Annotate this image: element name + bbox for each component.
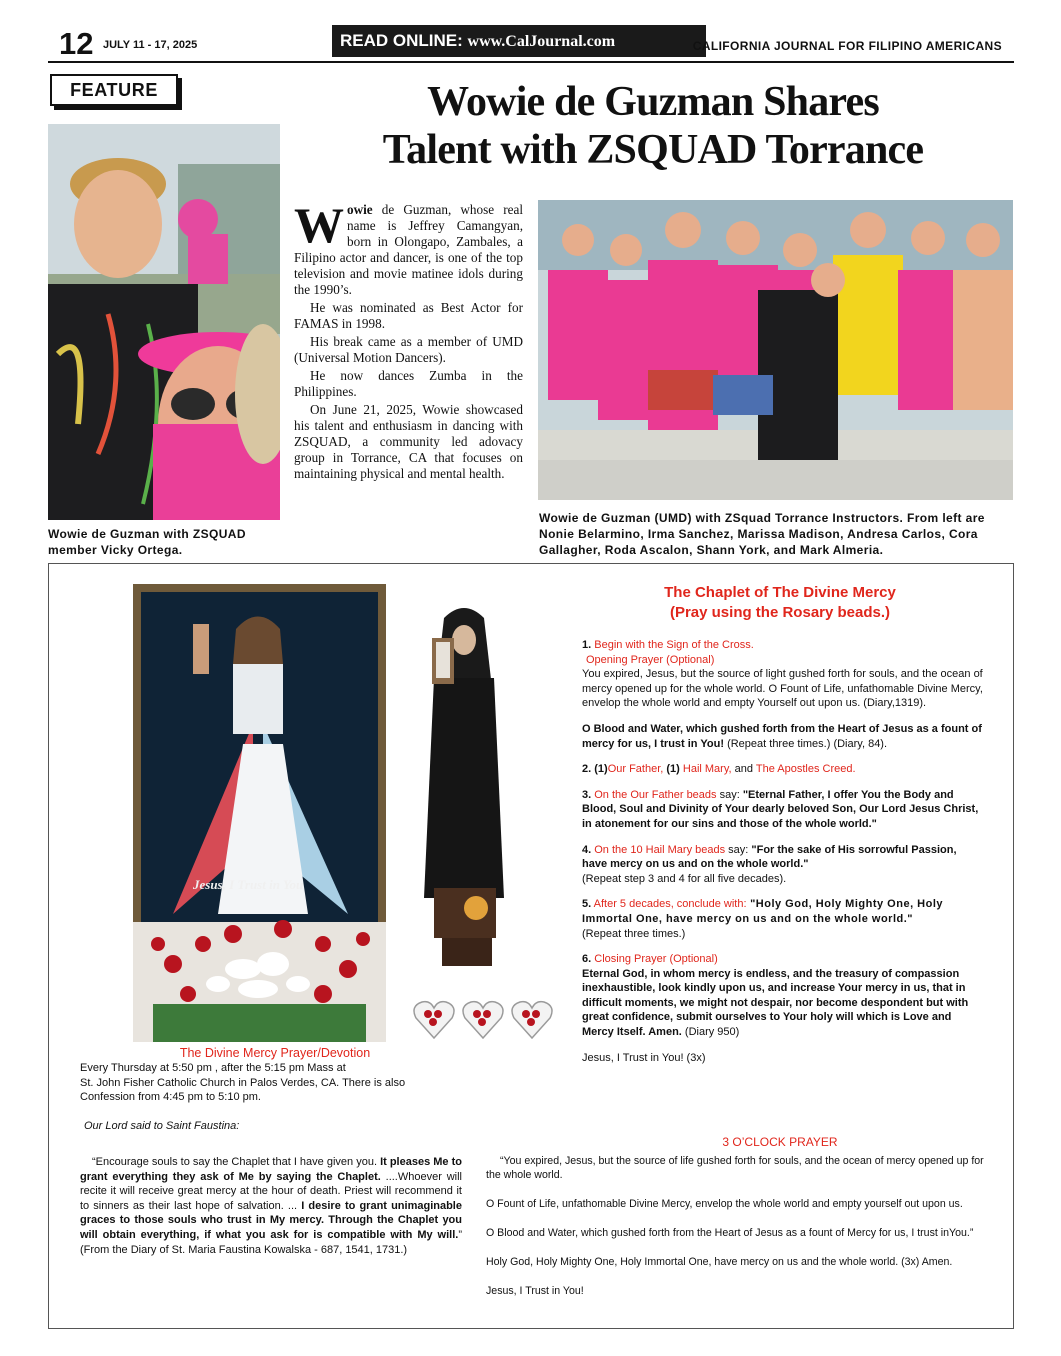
article-paragraph-2: He was nominated as Best Actor for FAMAS in 1998.: [294, 300, 523, 331]
quote-part-3: ....Whoever will recite it will receive great mercy at the hour of death. Priest will recommend it to sinners as their last hope of salvation. ...: [80, 1170, 462, 1212]
blood-water-note: (Repeat three times.) (Diary, 84).: [724, 737, 888, 750]
article-paragraph-3: His break came as a member of UMD (Universal Motion Dancers).: [294, 334, 523, 365]
three-oclock-p3: O Blood and Water, which gushed forth from the Heart of Jesus as a fount of Mercy for us, I trust inYou.”: [486, 1227, 974, 1239]
chaplet-title-line-1: The Chaplet of The Divine Mercy: [664, 584, 896, 601]
issue-date: JULY 11 - 17, 2025: [103, 39, 198, 51]
three-oclock-title: 3 O’CLOCK PRAYER: [722, 1135, 838, 1149]
read-online-url[interactable]: www.CalJournal.com: [467, 33, 616, 50]
article-paragraph-5: On June 21, 2025, Wowie showcased his talent and enthusiasm in dancing with ZSQUAD, a community led adovacy group in Torrance, CA that focuses on maintaining physical and mental health.: [294, 402, 523, 481]
selfie-caption: Wowie de Guzman with ZSQUAD member Vicky Ortega.: [48, 527, 246, 557]
three-oclock-p2: O Fount of Life, unfathomable Divine Mercy, envelop the whole world and empty yourself out upon us.: [486, 1198, 963, 1210]
faustina-quote: [80, 1155, 462, 1257]
apostles-creed-label: The Apostles Creed.: [755, 763, 856, 776]
devotion-line-1: Every Thursday at 5:50 pm , after the 5:15 pm Mass at: [80, 1062, 346, 1074]
blood-water-prayer: O Blood and Water, which gushed forth from the Heart of Jesus as a fount of mercy for us, I trust in You!: [582, 722, 982, 750]
headline-line-1: Wowie de Guzman Shares: [427, 79, 879, 125]
step-5-note: (Repeat three times.): [582, 927, 686, 940]
devotion-line-3: Confession from 4:45 pm to 5:10 pm.: [80, 1091, 261, 1103]
quote-part-5: ” (From the Diary of St. Maria Faustina Kowalska - 687, 1541, 1731.): [80, 1228, 462, 1256]
group-photo: [538, 200, 1013, 500]
section-tag: FEATURE: [50, 74, 178, 106]
article-lead: owie: [347, 202, 373, 217]
step-2-count: (1): [663, 763, 683, 776]
step-5-text: "Holy God, Holy Mighty One, Holy Immortal One, have mercy on us and on the whole world.": [582, 898, 944, 925]
step-3-text: "Eternal Father, I offer You the Body and Blood, Soul and Divinity of Your dearly beloved Son, Our Lord Jesus Christ, in atonement for our sins and those of the whole world.": [582, 788, 979, 830]
step-1-heading: Begin with the Sign of the Cross.: [594, 639, 754, 651]
devotion-schedule: [80, 1061, 430, 1105]
article-body: [294, 197, 523, 484]
step-4-note: (Repeat step 3 and 4 for all five decades).: [582, 872, 787, 885]
headline-line-2: Talent with ZSQUAD Torrance: [382, 127, 924, 173]
selfie-photo: [48, 124, 280, 520]
chaplet-closing: Jesus, I Trust in You! (3x): [582, 1051, 706, 1064]
chaplet-title-line-2: (Pray using the Rosary beads.): [669, 604, 891, 621]
page-header: [48, 25, 1014, 63]
three-oclock-p4: Holy God, Holy Mighty One, Holy Immortal One, have mercy on us and the whole world. (3x) Amen.: [486, 1256, 953, 1268]
heart-decoration-2: [461, 998, 505, 1040]
headline: [300, 78, 1006, 174]
chaplet-step-1: [582, 638, 984, 751]
lord-said-label: Our Lord said to Saint Faustina:: [84, 1120, 240, 1132]
closing-prayer-ref: (Diary 950): [681, 1026, 740, 1039]
quote-part-1: “Encourage souls to say the Chaplet that I have given you.: [92, 1156, 381, 1168]
quote-part-2: It pleases Me to grant everything they ask of Me by saying the Chaplet.: [80, 1156, 462, 1183]
opening-prayer-text: You expired, Jesus, but the source of light gushed forth for souls, and the ocean of mercy opened up for the whole world. O Fount of Life, unfathomable Divine Mercy, envelop the whole world and empty Yourself out upon us. (Diary,1319).: [582, 668, 983, 710]
chaplet-step-2: [582, 762, 984, 777]
chaplet-step-5: [582, 897, 984, 941]
read-online-banner[interactable]: [332, 25, 706, 57]
publication-name: CALIFORNIA JOURNAL FOR FILIPINO AMERICANS: [692, 39, 1002, 53]
chaplet-step-3: [582, 788, 984, 832]
step-4-say: say:: [725, 843, 752, 856]
article-paragraph-4: He now dances Zumba in the Philippines.: [294, 368, 523, 399]
group-caption: Wowie de Guzman (UMD) with ZSquad Torrance Instructors. From left are Nonie Belarmino, Irma Sanchez, Marissa Madison, Andresa Carlos, Cora Gallagher, Roda Ascalon, Shann York, and Mark Almeria.: [539, 511, 985, 557]
step-4-heading: On the 10 Hail Mary beads: [594, 843, 726, 856]
step-2-and: and: [731, 763, 756, 776]
step-5-heading: After 5 decades, conclude with:: [593, 898, 747, 911]
three-oclock-prayer: [486, 1154, 998, 1313]
step-3-heading: On the Our Father beads: [594, 788, 717, 801]
step-3-say: say:: [716, 788, 743, 801]
step-3-number: 3.: [582, 788, 592, 801]
three-oclock-p1: “You expired, Jesus, but the source of life gushed forth for souls, and the ocean of mercy opened up for the whole world.: [486, 1155, 984, 1181]
step-6-number: 6.: [582, 953, 592, 966]
step-4-text: "For the sake of His sorrowful Passion, have mercy on us and on the whole world.": [582, 843, 957, 871]
chaplet-step-4: [582, 843, 984, 887]
three-oclock-p5: Jesus, I Trust in You!: [486, 1285, 584, 1297]
step-1-number: 1.: [582, 639, 592, 651]
article-paragraph-1: [294, 197, 523, 298]
step-5-number: 5.: [582, 898, 592, 911]
hail-mary-label: Hail Mary,: [682, 763, 732, 776]
saint-faustina-statue: [414, 598, 514, 968]
divine-mercy-painting: [133, 584, 386, 1042]
devotion-line-2: St. John Fisher Catholic Church in Palos Verdes, CA. There is also: [80, 1076, 406, 1089]
devotion-title: The Divine Mercy Prayer/Devotion: [179, 1046, 371, 1060]
chaplet-step-6: [582, 952, 984, 1040]
read-online-label: READ ONLINE:: [340, 31, 463, 50]
dropcap: W: [294, 197, 344, 253]
chaplet-title: [580, 583, 980, 623]
page-number: 12: [59, 26, 94, 61]
step-4-number: 4.: [582, 843, 592, 856]
step-2-number: 2. (1): [582, 763, 608, 776]
heart-decoration-3: [510, 998, 554, 1040]
chaplet-steps: [582, 638, 984, 1065]
our-father-label: Our Father,: [607, 763, 664, 776]
article-p1-text: de Guzman, whose real name is Jeffrey Camangyan, born in Olongapo, Zambales, a Filipino actor and dancer, is one of the top television and movie matinee idols during the 1990’s.: [294, 202, 523, 297]
heart-decoration-1: [412, 998, 456, 1040]
step-6-heading: Closing Prayer (Optional): [594, 953, 718, 966]
opening-prayer-label: Opening Prayer (Optional): [586, 653, 715, 666]
closing-prayer-text: Eternal God, in whom mercy is endless, and the treasury of compassion inexhaustible, look kindly upon us, and increase Your mercy in us, that in difficult moments, we might not despair, nor become despondent but with great confidence, submit ourselves to Your holy will which is Love and Mercy Itself. Amen.: [582, 967, 969, 1039]
quote-part-4: I desire to grant unimaginable graces to those souls who trust in My mercy. Through the Chaplet you will obtain everything, if what you ask for is compatible with My will.: [80, 1199, 462, 1241]
painting-inscription: Jesus, I Trust in You: [193, 877, 304, 892]
